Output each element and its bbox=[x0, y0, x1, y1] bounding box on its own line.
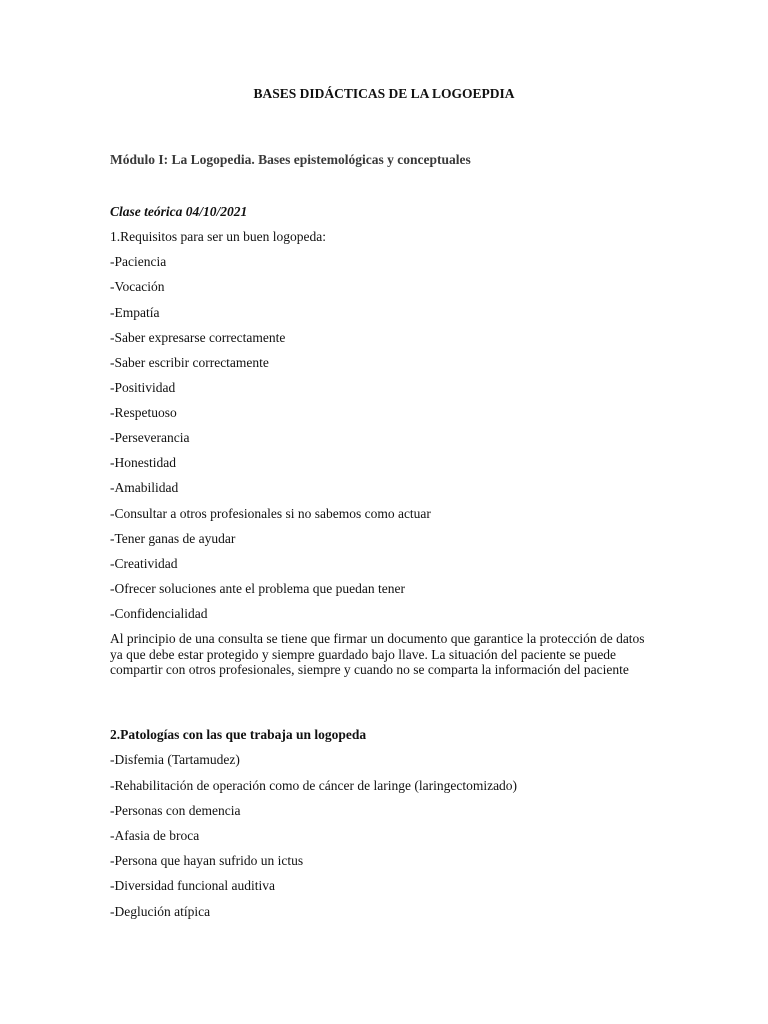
list-item: -Perseverancia bbox=[110, 430, 190, 445]
list-item: -Honestidad bbox=[110, 455, 176, 470]
list-item: -Disfemia (Tartamudez) bbox=[110, 752, 240, 767]
list-item: -Creatividad bbox=[110, 556, 178, 571]
list-item: -Rehabilitación de operación como de cáncer de laringe (laringectomizado) bbox=[110, 778, 518, 793]
list-item: -Diversidad funcional auditiva bbox=[110, 878, 275, 893]
list-item: -Vocación bbox=[110, 279, 165, 294]
section2-heading: 2.Patologías con las que trabaja un logopeda bbox=[110, 727, 367, 742]
list-item: -Saber expresarse correctamente bbox=[110, 330, 286, 345]
list-item: -Confidencialidad bbox=[110, 606, 208, 621]
list-item: -Empatía bbox=[110, 305, 160, 320]
list-item: -Paciencia bbox=[110, 254, 167, 269]
privacy-paragraph: Al principio de una consulta se tiene que firmar un documento que garantice la protección de datos ya que debe estar protegido y siempre guardado bajo llave. La situación del paciente se puede compartir con otros profesionales, siempre y cuando no se comparta la información del paciente bbox=[110, 631, 645, 678]
list-item: -Consultar a otros profesionales si no sabemos como actuar bbox=[110, 506, 431, 521]
list-item: -Tener ganas de ayudar bbox=[110, 531, 236, 546]
section1-heading: 1.Requisitos para ser un buen logopeda: bbox=[110, 229, 326, 244]
list-item: -Amabilidad bbox=[110, 480, 179, 495]
document-title: BASES DIDÁCTICAS DE LA LOGOEPDIA bbox=[253, 86, 515, 101]
list-item: -Saber escribir correctamente bbox=[110, 355, 269, 370]
list-item: -Deglución atípica bbox=[110, 904, 211, 919]
module-heading: Módulo I: La Logopedia. Bases epistemológicas y conceptuales bbox=[110, 152, 471, 167]
list-item: -Positividad bbox=[110, 380, 176, 395]
list-item: -Personas con demencia bbox=[110, 803, 241, 818]
list-item: -Ofrecer soluciones ante el problema que puedan tener bbox=[110, 581, 405, 596]
class-date-heading: Clase teórica 04/10/2021 bbox=[110, 204, 248, 219]
list-item: -Respetuoso bbox=[110, 405, 177, 420]
list-item: -Afasia de broca bbox=[110, 828, 200, 843]
list-item: -Persona que hayan sufrido un ictus bbox=[110, 853, 304, 868]
